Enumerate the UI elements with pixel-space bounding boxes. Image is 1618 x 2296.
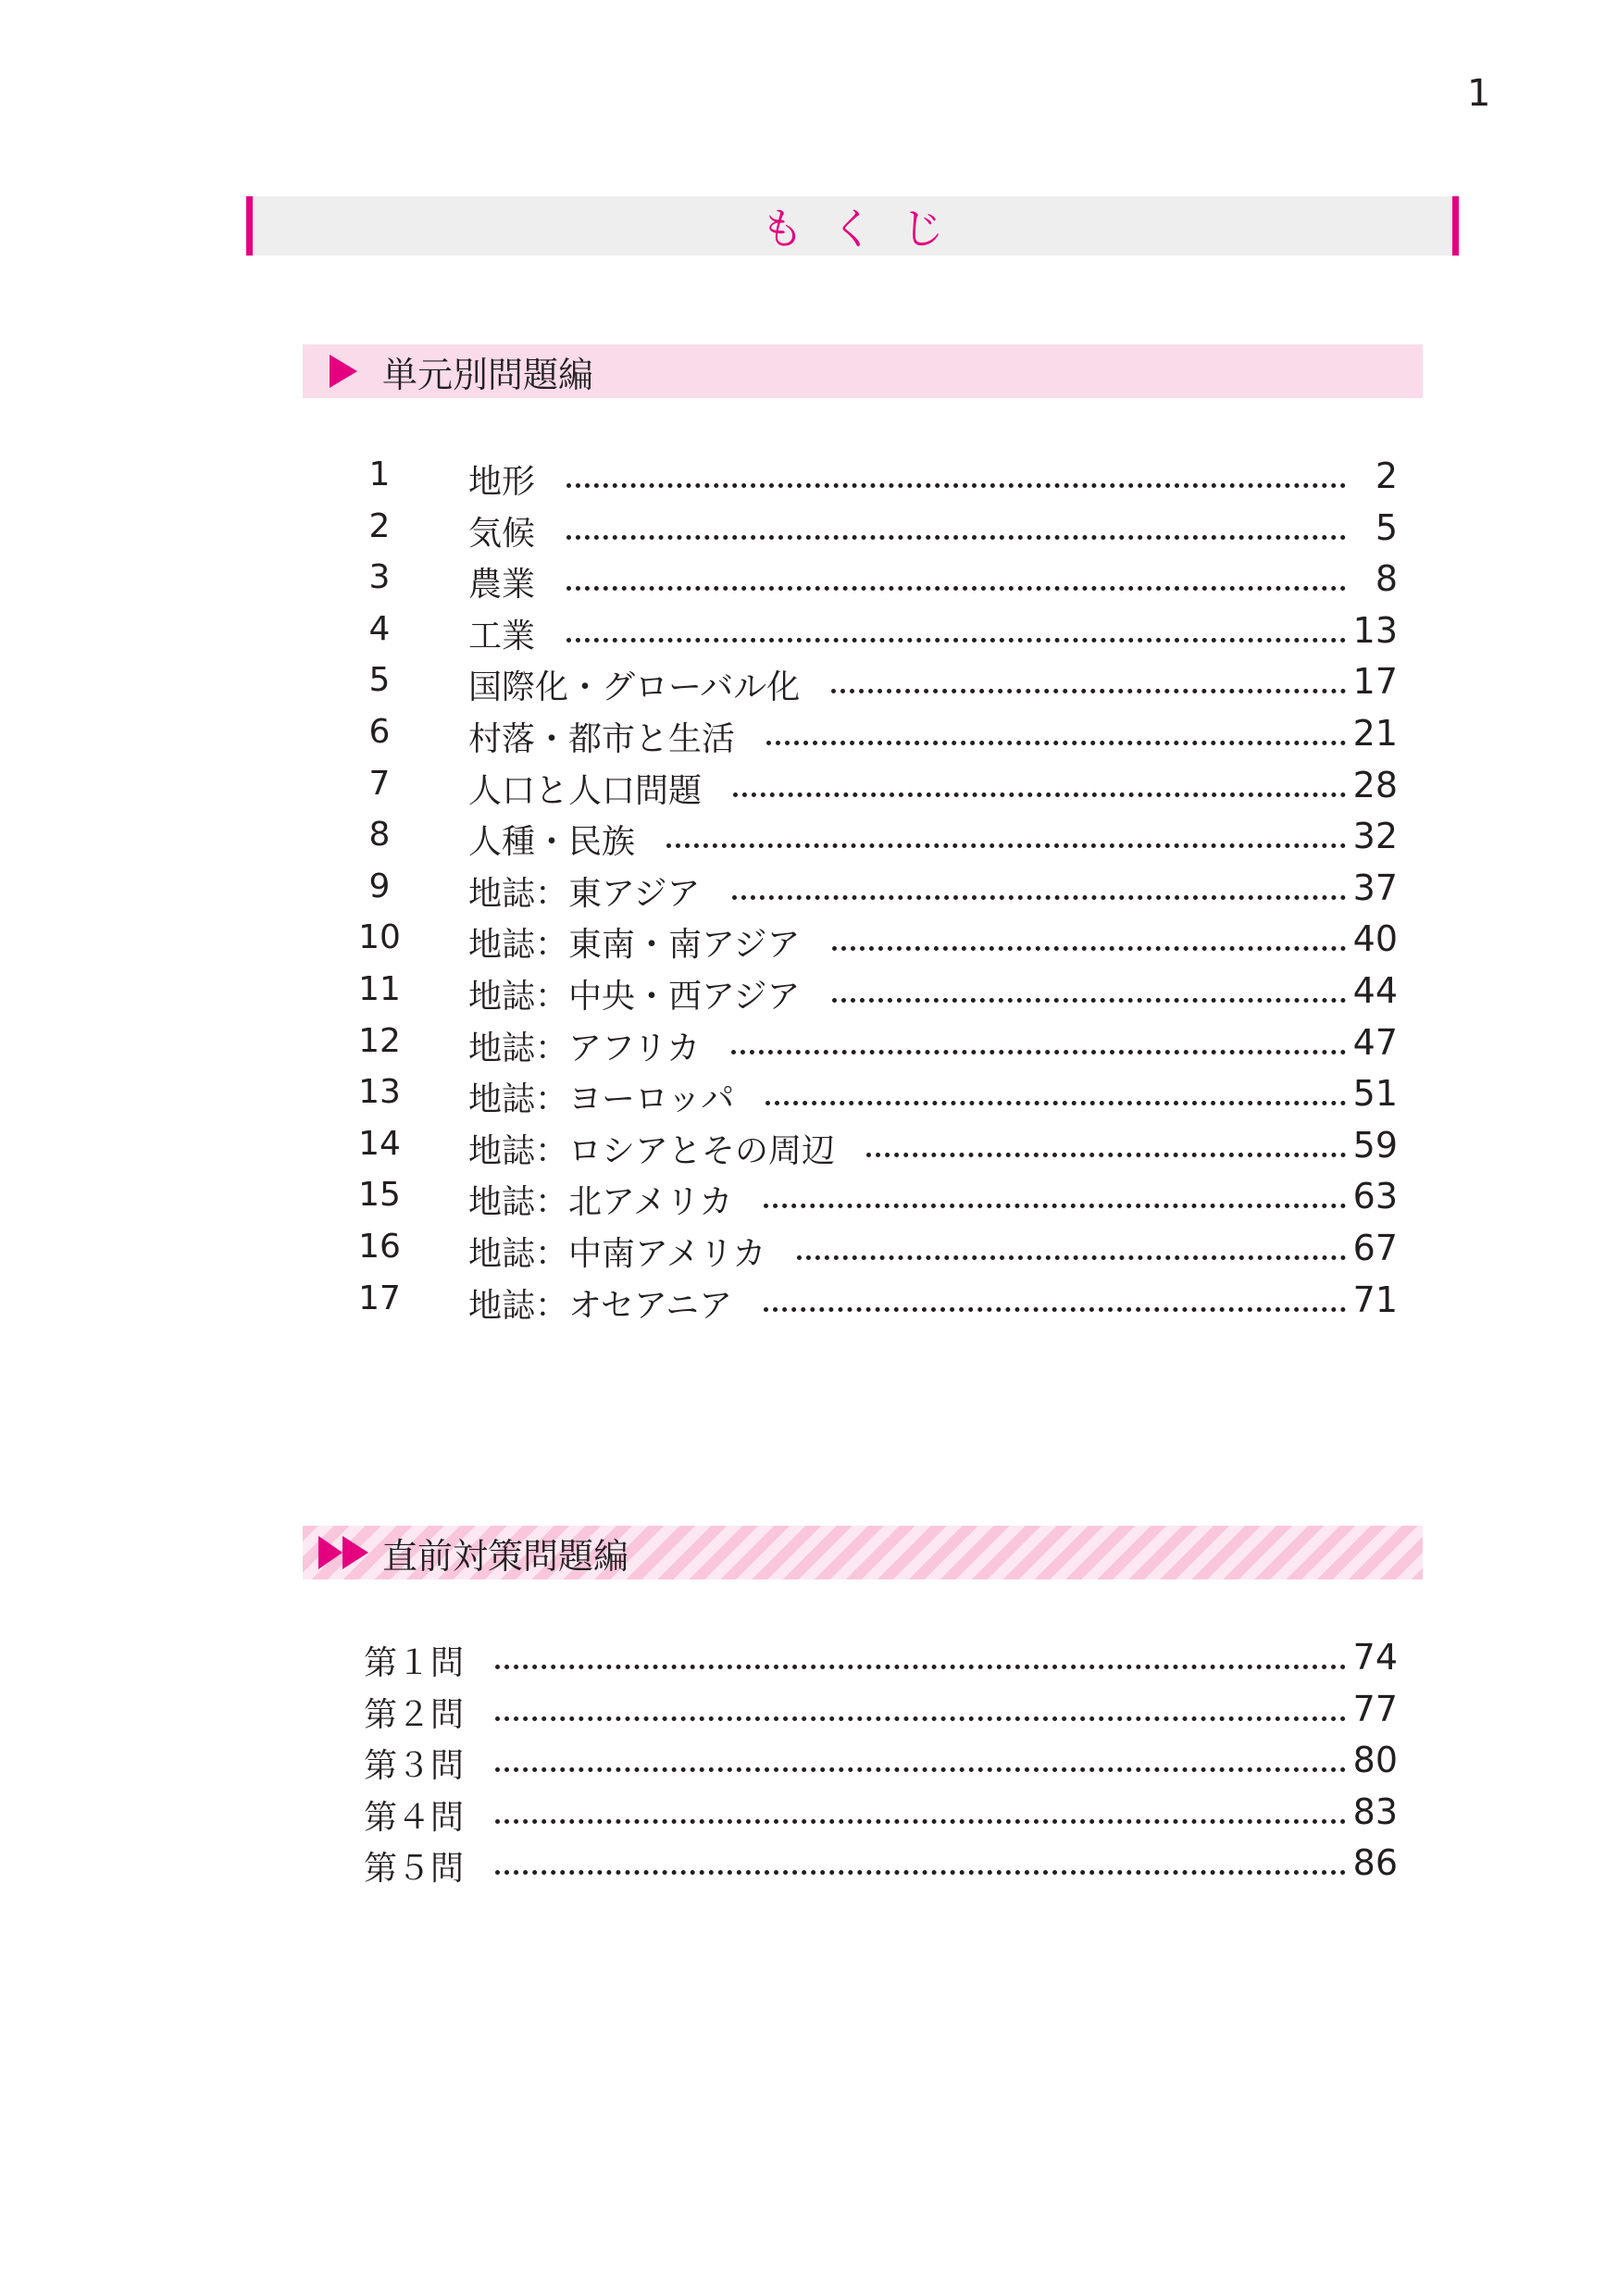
toc-entry[interactable] bbox=[0, 661, 1618, 713]
dot-leader bbox=[495, 1870, 1346, 1875]
entry-page: 8 bbox=[1375, 558, 1398, 600]
dot-leader bbox=[495, 1716, 1346, 1721]
toc-entry[interactable] bbox=[0, 765, 1618, 817]
toc-entry[interactable] bbox=[0, 558, 1618, 610]
toc-entry[interactable] bbox=[0, 1791, 1618, 1843]
entry-label: 地誌：ロシアとその周辺 bbox=[468, 1131, 836, 1170]
entry-number: 5 bbox=[368, 661, 391, 700]
entry-label: 地誌：東アジア bbox=[468, 874, 701, 913]
entry-number: 8 bbox=[368, 816, 391, 855]
toc-entry[interactable] bbox=[0, 610, 1618, 662]
toc-entry[interactable] bbox=[0, 1228, 1618, 1279]
entry-page: 51 bbox=[1352, 1073, 1398, 1115]
toc-entry[interactable] bbox=[0, 1637, 1618, 1689]
toc-entry[interactable] bbox=[0, 507, 1618, 559]
entry-label: 気候 bbox=[468, 514, 536, 553]
entry-page: 59 bbox=[1352, 1124, 1398, 1166]
dot-leader bbox=[866, 1153, 1346, 1157]
section-title: 単元別問題編 bbox=[382, 354, 594, 395]
entry-number: 1 bbox=[368, 455, 391, 493]
entry-label: 人種・民族 bbox=[468, 823, 636, 862]
toc-entry[interactable] bbox=[0, 713, 1618, 765]
entry-page: 40 bbox=[1352, 918, 1398, 960]
dot-leader bbox=[732, 895, 1346, 900]
entry-number: 16 bbox=[358, 1228, 401, 1266]
toc-entry[interactable] bbox=[0, 1022, 1618, 1074]
single-triangle-icon bbox=[303, 344, 384, 398]
entry-label: 地誌：アフリカ bbox=[468, 1029, 701, 1067]
toc-entry[interactable] bbox=[0, 1740, 1618, 1791]
entry-label: 地誌：中央・西アジア bbox=[468, 978, 801, 1016]
entry-page: 32 bbox=[1352, 816, 1398, 857]
entry-page: 44 bbox=[1352, 970, 1398, 1011]
entry-number: 9 bbox=[368, 867, 391, 905]
entry-page: 13 bbox=[1352, 609, 1398, 651]
entry-label: 第２問 bbox=[364, 1695, 465, 1734]
entry-label: 第５問 bbox=[364, 1850, 465, 1889]
entry-number: 14 bbox=[358, 1124, 401, 1163]
entry-number: 2 bbox=[368, 506, 391, 545]
dot-leader bbox=[764, 1307, 1346, 1312]
dot-leader bbox=[765, 1101, 1346, 1105]
entry-page: 28 bbox=[1352, 764, 1398, 805]
entry-number: 12 bbox=[358, 1021, 401, 1060]
toc-entry[interactable] bbox=[0, 1689, 1618, 1741]
entry-page: 83 bbox=[1352, 1791, 1398, 1832]
toc-entry[interactable] bbox=[0, 1842, 1618, 1894]
dot-leader bbox=[495, 1665, 1346, 1669]
entry-label: 第４問 bbox=[364, 1798, 465, 1837]
entry-page: 63 bbox=[1352, 1176, 1398, 1217]
toc-entry[interactable] bbox=[0, 1176, 1618, 1228]
entry-page: 74 bbox=[1352, 1637, 1398, 1678]
entry-page: 17 bbox=[1352, 661, 1398, 703]
entry-number: 6 bbox=[368, 713, 391, 751]
entry-page: 5 bbox=[1375, 506, 1398, 548]
entry-number: 11 bbox=[358, 970, 401, 1008]
dot-leader bbox=[566, 586, 1346, 591]
dot-leader bbox=[766, 741, 1346, 745]
entry-number: 4 bbox=[368, 609, 391, 648]
toc-entry[interactable] bbox=[0, 867, 1618, 919]
entry-number: 3 bbox=[368, 558, 391, 597]
toc-entry[interactable] bbox=[0, 970, 1618, 1022]
entry-page: 86 bbox=[1352, 1842, 1398, 1884]
toc-title-bar bbox=[246, 196, 1459, 256]
dot-leader bbox=[666, 843, 1346, 848]
entry-label: 地誌：東南・南アジア bbox=[468, 926, 801, 965]
section-header-unit-problems bbox=[303, 344, 1423, 398]
dot-leader bbox=[731, 1050, 1346, 1054]
toc-title: もくじ bbox=[761, 204, 972, 254]
dot-leader bbox=[832, 946, 1346, 951]
entry-label: 第１問 bbox=[364, 1644, 465, 1682]
entry-number: 7 bbox=[368, 764, 391, 803]
toc-entry[interactable] bbox=[0, 918, 1618, 970]
toc-entry[interactable] bbox=[0, 455, 1618, 507]
entry-number: 17 bbox=[358, 1279, 401, 1317]
entry-label: 地誌：オセアニア bbox=[468, 1286, 733, 1325]
dot-leader bbox=[566, 483, 1346, 488]
entry-label: 第３問 bbox=[364, 1747, 465, 1786]
entry-page: 71 bbox=[1352, 1279, 1398, 1320]
dot-leader bbox=[831, 689, 1346, 693]
dot-leader bbox=[797, 1255, 1346, 1260]
entry-label: 地誌：ヨーロッパ bbox=[468, 1080, 735, 1119]
toc-entry[interactable] bbox=[0, 816, 1618, 867]
entry-page: 37 bbox=[1352, 867, 1398, 908]
dot-leader bbox=[764, 1204, 1346, 1208]
section-header-final-prep bbox=[303, 1526, 1423, 1579]
toc-entry[interactable] bbox=[0, 1125, 1618, 1177]
dot-leader bbox=[832, 998, 1346, 1003]
page-number: 1 bbox=[1467, 72, 1491, 115]
entry-page: 2 bbox=[1375, 455, 1398, 496]
entry-page: 21 bbox=[1352, 713, 1398, 754]
entry-label: 人口と人口問題 bbox=[468, 771, 703, 810]
entry-label: 村落・都市と生活 bbox=[468, 720, 736, 758]
toc-entry[interactable] bbox=[0, 1279, 1618, 1331]
double-triangle-icon bbox=[303, 1526, 384, 1579]
entry-label: 地誌：中南アメリカ bbox=[468, 1235, 766, 1273]
toc-entry[interactable] bbox=[0, 1073, 1618, 1125]
dot-leader bbox=[495, 1819, 1346, 1824]
entry-label: 地形 bbox=[468, 463, 536, 501]
dot-leader bbox=[566, 638, 1346, 643]
entry-label: 農業 bbox=[468, 566, 536, 605]
entry-page: 47 bbox=[1352, 1021, 1398, 1063]
entry-number: 15 bbox=[358, 1176, 401, 1215]
entry-number: 13 bbox=[358, 1073, 401, 1112]
entry-number: 10 bbox=[358, 918, 401, 957]
section-title: 直前対策問題編 bbox=[382, 1535, 629, 1577]
entry-label: 工業 bbox=[468, 617, 536, 655]
dot-leader bbox=[495, 1767, 1346, 1772]
entry-label: 地誌：北アメリカ bbox=[468, 1183, 733, 1222]
entry-page: 77 bbox=[1352, 1688, 1398, 1729]
entry-label: 国際化・グローバル化 bbox=[468, 668, 801, 707]
entry-page: 80 bbox=[1352, 1740, 1398, 1781]
dot-leader bbox=[566, 535, 1346, 540]
dot-leader bbox=[733, 792, 1346, 797]
entry-page: 67 bbox=[1352, 1228, 1398, 1268]
